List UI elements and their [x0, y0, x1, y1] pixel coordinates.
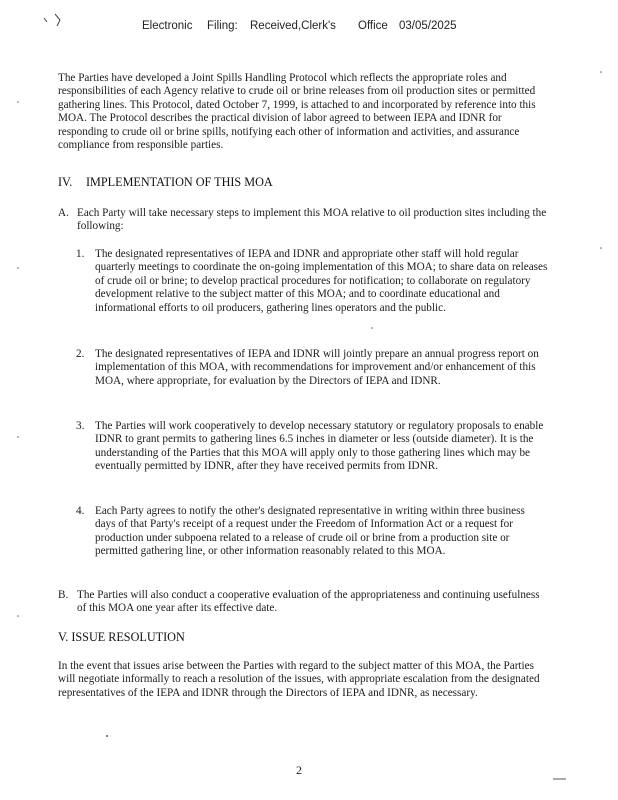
closing-paragraph: In the event that issues arise between the Parties with regard to the subject matter of this MOA, the Parties will negotiate informally to reach a resolution of the issues, with appropriate escalation from the designated representatives of the IEPA and IDNR through the Directors of IEPA and IDNR, as necessary. — [58, 660, 540, 699]
list-item-number: 3. — [76, 420, 85, 432]
list-item-text: The designated representatives of IEPA and IDNR will jointly prepare an annual progress report on implementation of this MOA, with recommendations for improvement and/or enhancement of this MOA, where appropriate, for evaluation by the Directors of IEPA and IDNR. — [95, 348, 539, 387]
section-iv-heading — [58, 175, 273, 190]
list-item-text: The Parties will work cooperatively to develop necessary statutory or regulatory proposals to enable IDNR to grant permits to gathering lines 6.5 inches in diameter or less (outside diameter). It is the understanding of the Parties that this MOA will apply only to those gathering lines which may be eventually permitted by IDNR, after they have received permits from IDNR. — [95, 420, 544, 473]
item-b-text: The Parties will also conduct a cooperative evaluation of the appropriateness and continuing usefulness of this MOA one year after its effective date. — [77, 589, 540, 615]
list-item-number: 4. — [76, 505, 85, 517]
list-item-number: 2. — [76, 348, 85, 360]
item-a — [58, 207, 548, 234]
stamp-label-electronic: Electronic — [142, 20, 193, 32]
page-number: 2 — [296, 763, 302, 777]
intro-paragraph: The Parties have developed a Joint Spills Handling Protocol which reflects the appropriate roles and responsibilities of each Agency relative to crude oil or brine releases from oil production sites or permitted gathering lines. This Protocol, dated October 7, 1999, is attached to and incorporated by reference into this MOA. The Protocol describes the practical division of labor agreed to between IEPA and IDNR for responding to crude oil or brine spills, notifying each other of information and activities, and assurance compliance from responsible parties. — [58, 72, 536, 152]
stamp-label-received: Received,Clerk's — [250, 20, 336, 32]
list-item — [76, 348, 548, 388]
list-item — [76, 505, 548, 559]
list-item — [76, 248, 548, 315]
section-v-title: ISSUE RESOLUTION — [71, 630, 185, 644]
item-a-text: Each Party will take necessary steps to implement this MOA relative to oil production sites including the following: — [77, 207, 547, 233]
section-iv-title: IMPLEMENTATION OF THIS MOA — [86, 175, 273, 189]
list-item — [76, 420, 548, 474]
list-item-number: 1. — [76, 248, 85, 260]
section-v-number: V. — [58, 630, 69, 644]
section-iv-number: IV. — [58, 175, 73, 189]
section-v-heading — [58, 630, 185, 645]
item-b-label: B. — [58, 589, 69, 601]
stamp-date: 03/05/2025 — [399, 20, 457, 32]
item-a-label: A. — [58, 207, 69, 219]
list-item-text: The designated representatives of IEPA and IDNR and appropriate other staff will hold regular quarterly meetings to coordinate the on-going implementation of this MOA; to share data on releases of crude oil or brine; to develop practical procedures for notification; to collaborate on regulatory development relative to the subject matter of this MOA; and to coordinate educational and informational efforts to oil producers, gathering lines operators and the public. — [95, 248, 548, 314]
item-b — [58, 589, 548, 616]
stamp-label-office: Office — [358, 20, 388, 32]
list-item-text: Each Party agrees to notify the other's designated representative in writing within three business days of that Party's receipt of a request under the Freedom of Information Act or a request for production under subpoena related to a release of crude oil or brine from a production site or permitted gathering line, or other information reasonably related to this MOA. — [95, 505, 525, 558]
stamp-label-filing: Filing: — [207, 20, 238, 32]
